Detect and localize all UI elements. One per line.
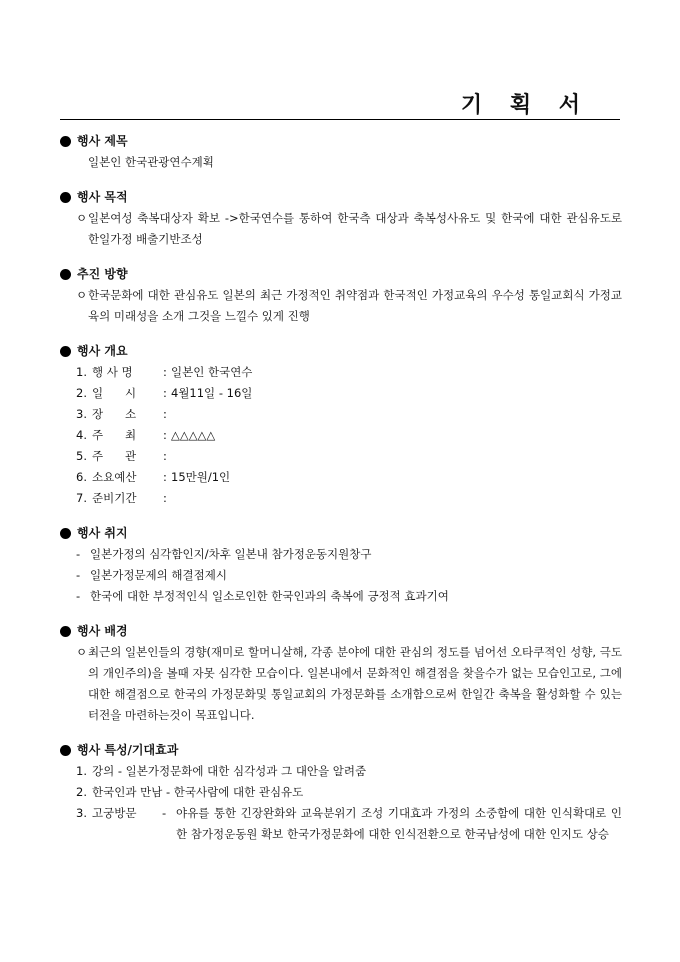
- list-item-text: 강의 - 일본가정문화에 대한 심각성과 그 대안을 알려줌: [92, 764, 367, 778]
- list-item: [60, 782, 622, 803]
- dash-mark: -: [76, 547, 81, 561]
- list-item-text: 한국에 대한 부정적인식 일소로인한 한국인과의 축복에 긍정적 효과기여: [90, 589, 449, 603]
- item-number: 1.: [76, 764, 87, 778]
- dash-mark: -: [76, 568, 81, 582]
- item-label: 일 시: [92, 386, 137, 400]
- item-number: 6.: [76, 470, 87, 484]
- list-item-text: 한국인과 만남 - 한국사람에 대한 관심유도: [92, 785, 304, 799]
- section-heading: [60, 523, 622, 544]
- list-item: [76, 544, 622, 565]
- item-number: 5.: [76, 449, 87, 463]
- item-label: 주 최: [92, 428, 137, 442]
- list-item: [76, 425, 622, 446]
- section-heading: [60, 131, 622, 152]
- list-item: [76, 362, 622, 383]
- dash-mark: -: [76, 589, 81, 603]
- black-circle-bullet-icon: [60, 346, 71, 357]
- item-colon: :: [163, 470, 167, 484]
- black-circle-bullet-icon: [60, 626, 71, 637]
- direction-paragraph: [60, 285, 622, 327]
- item-colon: :: [163, 386, 167, 400]
- purpose-paragraph: [60, 208, 622, 250]
- black-circle-bullet-icon: [60, 528, 71, 539]
- black-circle-bullet-icon: [60, 745, 71, 756]
- item-value: △△△△△: [171, 428, 216, 442]
- list-item: [76, 488, 622, 509]
- document-title: 기 획 서: [460, 92, 590, 118]
- item-number: 2.: [76, 785, 87, 799]
- item-label: 주 관: [92, 449, 137, 463]
- section-effects: [60, 740, 622, 845]
- item-number: 7.: [76, 491, 87, 505]
- list-item: [60, 803, 622, 845]
- direction-text: 한국문화에 대한 관심유도 일본의 최근 가정적인 취약점과 한국적인 가정교육의 우수성 통일교회식 가정교육의 미래성을 소개 그것을 느낄수 있게 진행: [88, 288, 622, 323]
- list-item: [76, 565, 622, 586]
- list-item: [76, 446, 622, 467]
- item-colon: :: [163, 365, 167, 379]
- overview-list: [60, 362, 622, 509]
- section-heading-text: 행사 배경: [77, 624, 128, 638]
- black-circle-bullet-icon: [60, 269, 71, 280]
- item-number: 4.: [76, 428, 87, 442]
- item-colon: :: [163, 428, 167, 442]
- section-direction: [60, 264, 622, 327]
- section-heading: [60, 264, 622, 285]
- section-heading-text: 행사 개요: [77, 344, 128, 358]
- section-heading-text: 행사 취지: [77, 526, 128, 540]
- item-label: 준비기간: [92, 491, 137, 505]
- section-event-purpose: [60, 187, 622, 250]
- item-value: 4월11일 - 16일: [171, 386, 253, 400]
- section-heading: [60, 341, 622, 362]
- title-underline: [60, 119, 620, 120]
- list-item-text: 야유를 통한 긴장완화와 교육분위기 조성 기대효과 가정의 소중함에 대한 인식확대로 인한 참가정운동원 확보 한국가정문화에 대한 인식전환으로 한국남성에 대한 인지도 상승: [176, 806, 622, 841]
- purpose-text: 일본여성 축복대상자 확보 ->한국연수를 통하여 한국측 대상과 축복성사유도 및 한국에 대한 관심유도로 한일가정 배출기반조성: [88, 211, 622, 246]
- list-item: [76, 404, 622, 425]
- section-heading-text: 행사 목적: [77, 190, 128, 204]
- black-circle-bullet-icon: [60, 136, 71, 147]
- section-heading: [60, 187, 622, 208]
- section-background: [60, 621, 622, 726]
- black-circle-bullet-icon: [60, 192, 71, 203]
- section-intent: [60, 523, 622, 607]
- item-colon: :: [163, 407, 167, 421]
- item-number: 2.: [76, 386, 87, 400]
- section-overview: [60, 341, 622, 509]
- item-number: 3.: [76, 407, 87, 421]
- list-item: [76, 383, 622, 404]
- intent-list: [60, 544, 622, 607]
- section-heading: [60, 740, 622, 761]
- list-item-text: 일본가정문제의 해결점제시: [90, 568, 227, 582]
- dash-mark: -: [162, 806, 167, 820]
- background-paragraph: [60, 642, 622, 726]
- event-title-value: 일본인 한국관광연수계획: [88, 155, 214, 169]
- section-event-title: [60, 131, 622, 173]
- list-item: [76, 586, 622, 607]
- item-colon: :: [163, 449, 167, 463]
- list-item-text: 일본가정의 심각함인지/차후 일본내 참가정운동지원창구: [90, 547, 372, 561]
- circle-mark-icon: ㅇ: [76, 211, 88, 225]
- circle-mark-icon: ㅇ: [76, 645, 88, 659]
- item-colon: :: [163, 491, 167, 505]
- item-label: 장 소: [92, 407, 137, 421]
- background-text: 최근의 일본인들의 경향(재미로 할머니살해, 각종 분야에 대한 관심의 정도를 넘어선 오타쿠적인 성향, 극도의 개인주의)을 볼때 자못 심각한 모습이다. 일본내에서 문화적인 해결점을 찾을수가 없는 모습인고로, 그에 대한 해결점으로 한국의 가정문화및 통일교회의 가정문화를 소개함으로써 한일간 축복을 활성화할 수 있는 터전을 마련하는것이 목표입니다.: [88, 645, 622, 722]
- document-body: [60, 131, 622, 859]
- section-heading: [60, 621, 622, 642]
- item-value: 15만원/1인: [171, 470, 231, 484]
- list-item: [76, 467, 622, 488]
- section-heading-text: 행사 제목: [77, 134, 128, 148]
- item-number: 1.: [76, 365, 87, 379]
- item-label: 행 사 명: [92, 365, 133, 379]
- section-heading-text: 추진 방향: [77, 267, 128, 281]
- section-heading-text: 행사 특성/기대효과: [77, 743, 179, 757]
- item-value: 일본인 한국연수: [171, 365, 253, 379]
- list-item: [60, 761, 622, 782]
- item-label: 소요예산: [92, 470, 137, 484]
- item-number: 3.: [76, 806, 87, 820]
- circle-mark-icon: ㅇ: [76, 288, 88, 302]
- item-lead: 고궁방문: [92, 806, 137, 820]
